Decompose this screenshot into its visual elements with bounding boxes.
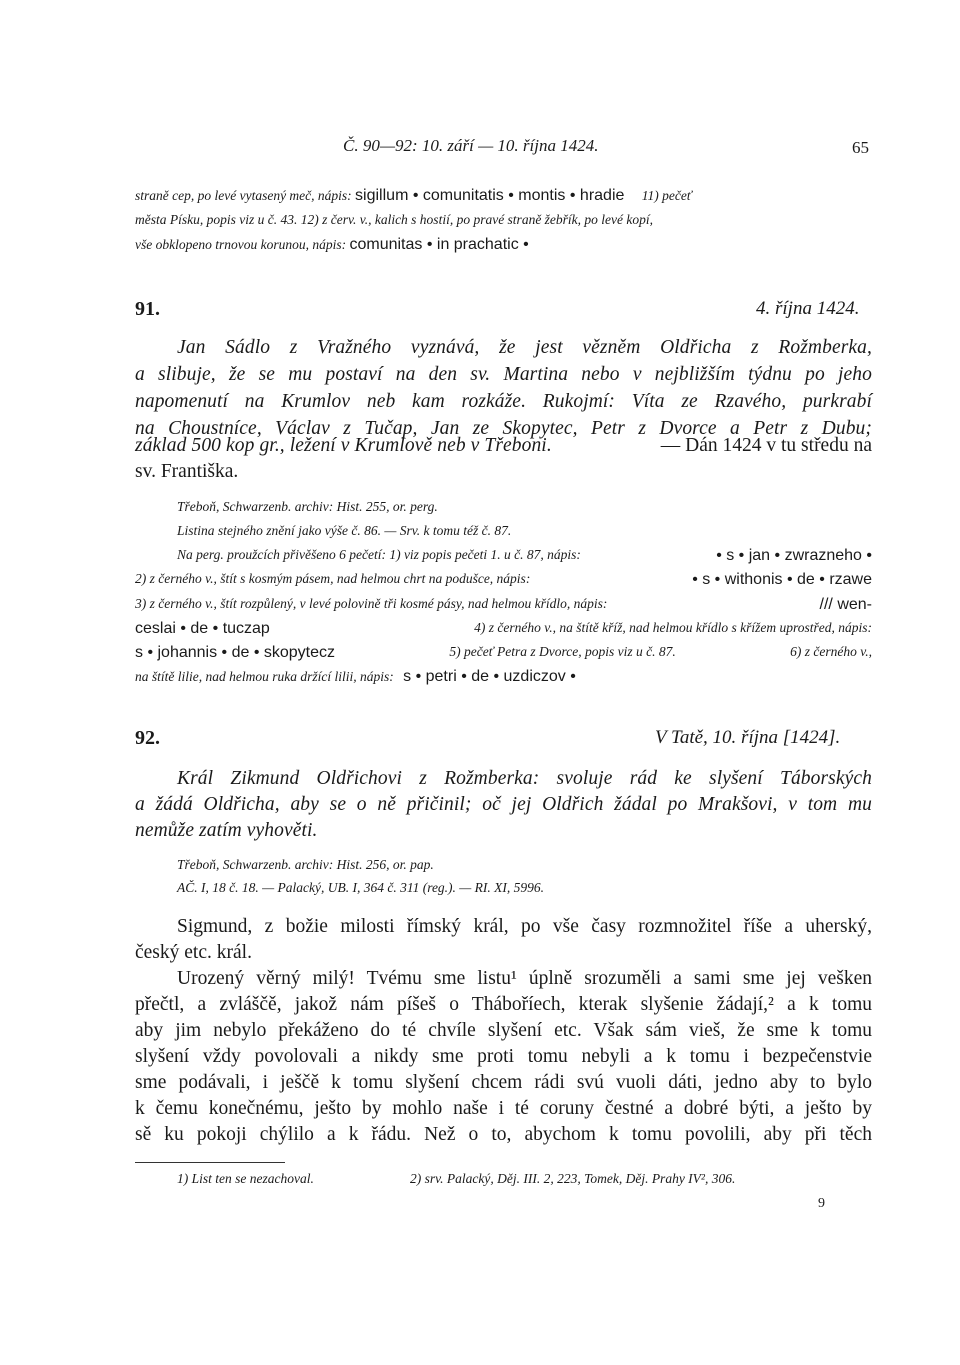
seal-line: ceslai • de • tuczap 4) z černého v., na štítě kříž, nad helmou křídlo s křížem uprostřed, nápis: <box>135 620 872 637</box>
source-line: AČ. I, 18 č. 18. — Palacký, UB. I, 364 č. 311 (reg.). — RI. XI, 5996. <box>177 880 545 895</box>
seal-line: Na perg. proužcích přivěšeno 6 pečetí: 1) viz popis pečeti 1. u č. 87, nápis: • s • jan • zwrazneho • <box>177 547 872 564</box>
top-note-line: straně cep, po levé vytasený meč, nápis: sigillum • comunitatis • montis • hradie 11) pečeť <box>135 187 692 204</box>
regest-line: a slibuje, že se mu postaví na den sv. Martina nebo v nejbližším týdnu po jeho <box>135 364 872 385</box>
seal-line: 3) z černého v., štít rozpůlený, v levé polovině tři kosmé pásy, nad helmou křídlo, nápis: /// wen- <box>135 596 872 613</box>
text-line: sme podávali, i ješčě k tomu slyšení chcem rádi svú vuoli dáti, jedno aby to bylo <box>135 1072 872 1093</box>
top-note-line: města Písku, popis viz u č. 43. 12) z červ. v., kalich s hostií, po pravé straně žebřík, po levé kopí, <box>135 212 654 227</box>
source-line: Třeboň, Schwarzenb. archiv: Hist. 256, or. pap. <box>177 857 434 872</box>
text-line: sě ku pokoji chýlilo a k řádu. Než o to, abychom k tomu povolili, aby při těch <box>135 1124 872 1145</box>
regest-line: a žádá Oldřicha, aby se o ně přičinil; oč jej Oldřich žádal po Mrakšovi, v tom mu <box>135 794 872 815</box>
text-line: k čemu konečnému, ješto by mohlo naše i té coruny čestné a dobré býti, a ješto by <box>135 1098 872 1119</box>
signature-mark: 9 <box>818 1196 825 1211</box>
text-line: přečtl, a zvláščě, jakož nám píšeš o Tháboříech, kterak slyšenie žádají,² a k tomu <box>135 994 872 1015</box>
footnote: 1) List ten se nezachoval. <box>177 1171 314 1186</box>
regest-line: Jan Sádlo z Vražného vyznává, že jest vězněm Oldřicha z Rožmberka, <box>177 337 872 358</box>
document-number: 91. <box>135 298 160 320</box>
top-note-line: vše obklopeno trnovou korunou, nápis: comunitas • in prachatic • <box>135 236 529 253</box>
page-number: 65 <box>852 138 869 157</box>
seal-line: 2) z černého v., štít s kosmým pásem, nad helmou chrt na podušce, nápis: • s • withonis • de • rzawe <box>135 571 872 588</box>
text-line: Sigmund, z božie milosti římský král, po vše časy rozmnožitel říše a uherský, <box>177 916 872 937</box>
document-date: 4. října 1424. <box>756 298 860 319</box>
footnote-rule <box>135 1162 285 1163</box>
source-line: Třeboň, Schwarzenb. archiv: Hist. 255, or. perg. <box>177 499 438 514</box>
footnote: 2) srv. Palacký, Děj. III. 2, 223, Tomek, Děj. Prahy IV², 306. <box>410 1171 736 1186</box>
text-line: český etc. král. <box>135 942 252 963</box>
source-line: Listina stejného znění jako výše č. 86. — Srv. k tomu též č. 87. <box>177 523 512 538</box>
regest-line: na Choustníce, Václav z Tučap, Jan ze Skopytec, Petr z Dvorce a Petr z Dubu; <box>135 418 872 439</box>
running-header: Č. 90—92: 10. září — 10. října 1424. <box>343 136 599 155</box>
regest-line: nemůže zatím vyhověti. <box>135 820 318 841</box>
document-date: V Tatě, 10. října [1424]. <box>655 727 841 748</box>
seal-line: s • johannis • de • skopytecz 5) pečeť Petra z Dvorce, popis viz u č. 87. 6) z černého v., <box>135 644 872 661</box>
document-number: 92. <box>135 727 160 749</box>
regest-line: sv. Františka. <box>135 461 239 482</box>
text-line: aby jim nebylo překáženo do té chvíle slyšení etc. Však sám vieš, že sme k tomu <box>135 1020 872 1041</box>
text-line: slyšení vždy povolovali a nikdy sme proti tomu nebyli a k tomu i bezpečenstvie <box>135 1046 872 1067</box>
regest-line: napomenutí na Krumlov neb kam rozkáže. Rukojmí: Víta ze Rzavého, purkrabí <box>135 391 872 412</box>
seal-line: na štítě lilie, nad helmou ruka držící lilii, nápis: s • petri • de • uzdiczov • <box>135 668 576 685</box>
regest-line: základ 500 kop gr., ležení v Krumlově neb v Třeboni. — Dán 1424 v tu středu na <box>135 435 872 456</box>
regest-line: Král Zikmund Oldřichovi z Rožmberka: svoluje rád ke slyšení Táborských <box>177 768 872 789</box>
text-line: Urozený věrný milý! Tvému sme listu¹ úplně srozuměli a sami sme jej vešken <box>177 968 872 989</box>
